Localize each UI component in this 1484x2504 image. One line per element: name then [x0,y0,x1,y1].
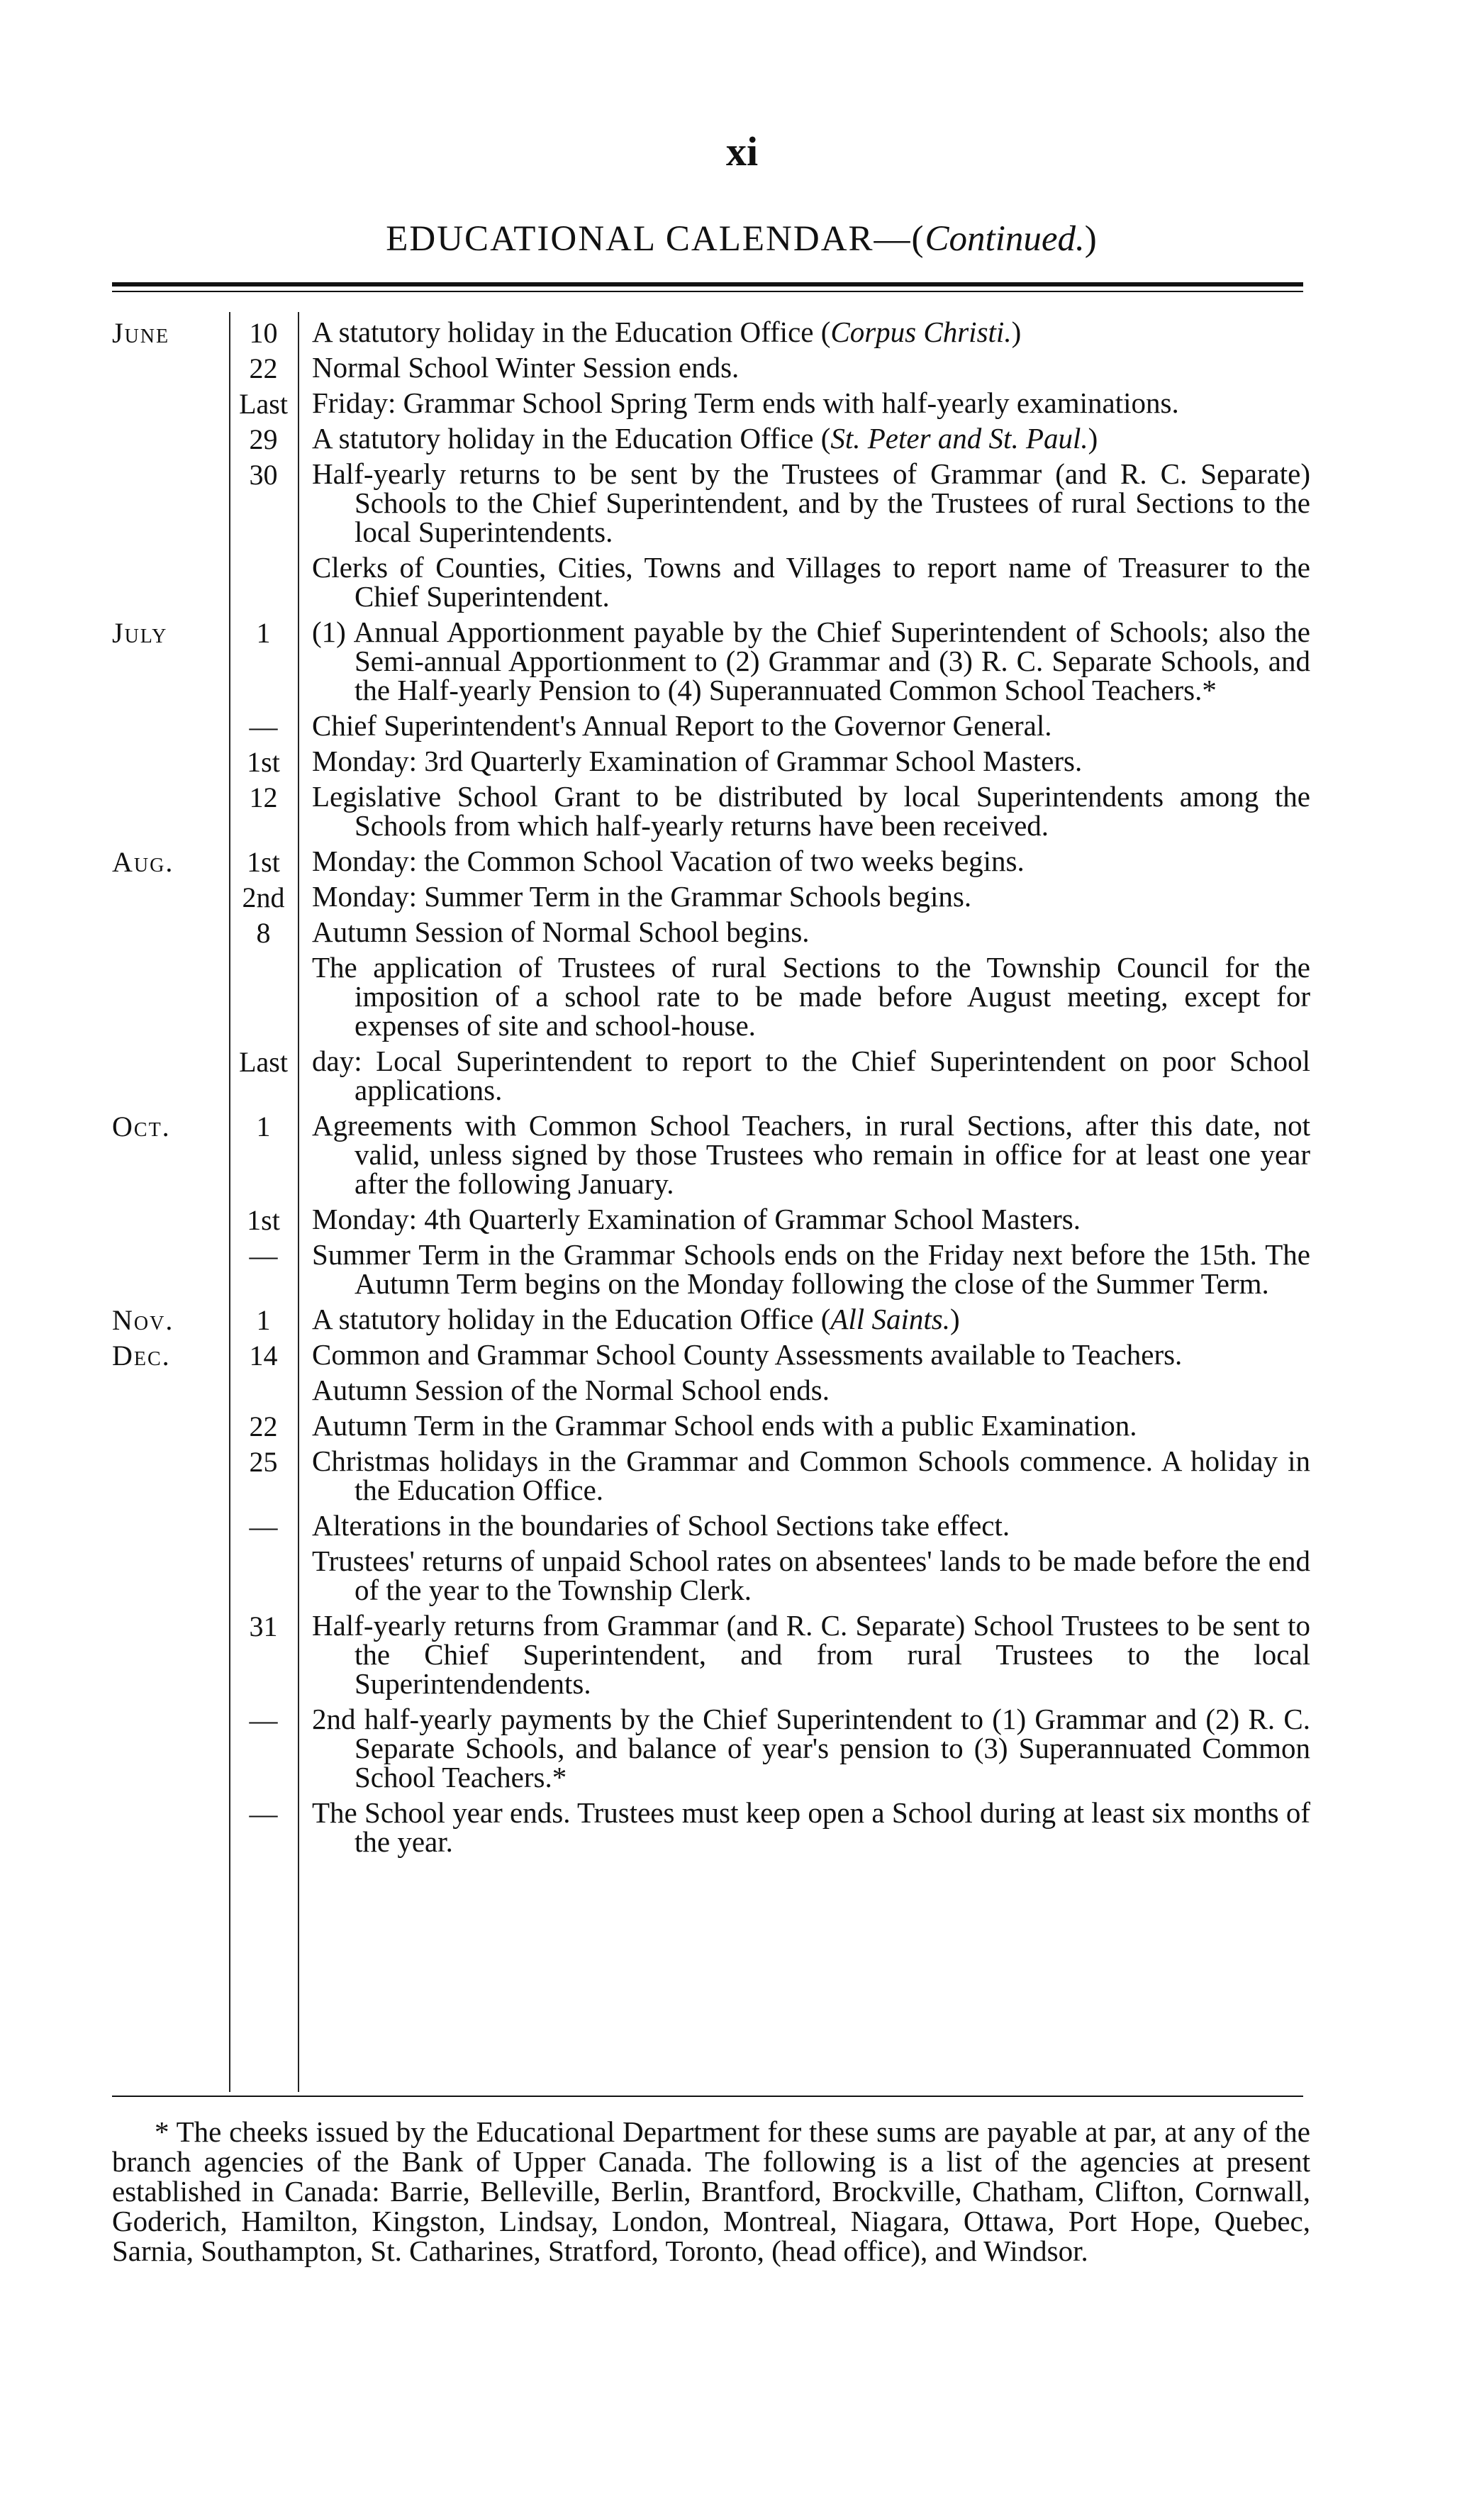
entry-description [312,1047,1310,1111]
entry-day: — [249,1798,278,1830]
calendar-entry [112,1205,1310,1240]
entry-description [312,1798,1310,1863]
entry-text-italic: Corpus Christi. [830,316,1012,348]
entry-text: Summer Term in the Grammar Schools ends on the Friday next before the 15th. The Autumn Term begins on the Monday following the close of the Summer Term. [312,1238,1310,1300]
entry-day: 14 [249,1340,278,1371]
entry-day: 25 [249,1446,278,1478]
entry-text-close: ) [1011,316,1022,348]
entry-day: 1 [256,1304,271,1336]
entry-month: Oct. [112,1111,171,1142]
entry-day: 1 [256,1111,271,1142]
entry-description [312,386,1310,424]
calendar-entry [112,318,1310,353]
entry-day: 1 [256,617,271,649]
entry-description [312,1340,1310,1376]
entry-description [312,953,1310,1047]
page-number: xi [725,128,759,174]
entry-description [312,457,1310,553]
entry-text: Trustees' returns of unpaid School rates on absentees' lands to be made before the end of the year to the Township Clerk. [312,1545,1310,1606]
calendar-entry [112,1547,1310,1611]
calendar-entry [112,386,1310,424]
entry-text-italic: All Saints. [830,1303,950,1335]
entry-day: — [249,711,278,742]
entry-text: 2nd half-yearly payments by the Chief Superintendent to (1) Grammar and (2) R. C. Separate Schools, and balance of year's pension to (3) Superannuated Common School Teachers.* [312,1703,1310,1793]
entry-description [312,353,1310,389]
title-main: EDUCATIONAL CALENDAR—( [386,219,925,259]
entry-text: Common and Grammar School County Assessments available to Teachers. [312,1338,1183,1371]
entry-day: — [249,1240,278,1272]
entry-day: 8 [256,917,271,949]
entry-description [312,1411,1310,1447]
calendar-entry [112,918,1310,953]
entry-day: 31 [249,1610,278,1642]
entry-text: Alterations in the boundaries of School Sections take effect. [312,1509,1010,1542]
calendar-entry [112,1511,1310,1547]
entry-text: The application of Trustees of rural Sections to the Township Council for the imposition of a school rate to be made before August meeting, except for expenses of site and school-house. [312,951,1310,1042]
entry-month: Nov. [112,1304,174,1336]
entry-description [312,1240,1310,1305]
entry-text: Agreements with Common School Teachers, in rural Sections, after this date, not valid, unless signed by those Trustees who remain in office for at least one year after the following January. [312,1109,1310,1200]
entry-description [312,847,1310,882]
calendar-entry [112,457,1310,553]
calendar-entry [112,1376,1310,1411]
calendar-entry [112,1047,1310,1111]
entry-description [312,882,1310,918]
calendar-entry [112,353,1310,389]
entry-text: A statutory holiday in the Education Office ( [312,1303,831,1335]
entry-day: Last [239,388,288,420]
footnote: * The cheeks issued by the Educational Department for these sums are payable at par, at any of the branch agencies of the Bank of Upper Canada. The following is a list of the agencies at present established in Canada: Barrie, Belleville, Berlin, Brantford, Brockville, Chatham, Clifton, Cornwall, Goderich, Hamilton, Kingston, Lindsay, London, Montreal, Niagara, Ottawa, Port Hope, Quebec, Sarnia, Southampton, St. Catharines, Stratford, Toronto, (head office), and Windsor. [112,2115,1310,2267]
entry-text: (1) Annual Apportionment payable by the Chief Superintendent of Schools; also the Semi-annual Apportionment to (2) Grammar and (3) R. C. Separate Schools, and the Half-yearly Pension to (4) Superannuated Common School Teachers.* [312,616,1310,706]
calendar-entry [112,618,1310,711]
entry-text: Autumn Session of the Normal School ends. [312,1374,830,1406]
entry-description [312,1547,1310,1611]
calendar-entry [112,1305,1310,1340]
entry-month: Aug. [112,846,174,878]
entry-day: — [249,1510,278,1542]
entry-description [312,424,1310,460]
calendar-table [112,318,1310,1863]
entry-day: — [249,1704,278,1736]
entry-description [312,1447,1310,1511]
entry-month: June [112,317,170,349]
entry-text: Monday: the Common School Vacation of two weeks begins. [312,845,1025,877]
calendar-entry [112,1340,1310,1376]
calendar-entry [112,1111,1310,1205]
entry-description [312,553,1310,618]
entry-description [312,711,1310,747]
calendar-entry [112,553,1310,618]
entry-text: Monday: 4th Quarterly Examination of Grammar School Masters. [312,1203,1081,1235]
calendar-entry [112,1798,1310,1863]
entry-day: 2nd [242,881,285,913]
calendar-entry [112,1411,1310,1447]
entry-description [312,1205,1310,1240]
entry-day: 1st [247,1204,280,1236]
entry-month: Dec. [112,1340,171,1371]
calendar-entry [112,1611,1310,1705]
entry-description [312,1111,1310,1205]
entry-description [312,1305,1310,1340]
entry-description [312,1705,1310,1798]
entry-description [312,747,1310,782]
calendar-entry [112,847,1310,882]
calendar-entry [112,1705,1310,1798]
entry-day: 1st [247,746,280,778]
entry-text: A statutory holiday in the Education Office ( [312,422,831,455]
entry-description [312,918,1310,953]
title-close: ) [1084,219,1098,259]
entry-text: Autumn Term in the Grammar School ends with a public Examination. [312,1409,1137,1442]
entry-day: 29 [249,423,278,455]
entry-month: July [112,617,168,649]
entry-text: Chief Superintendent's Annual Report to the Governor General. [312,709,1052,742]
entry-text: day: Local Superintendent to report to the Chief Superintendent on poor School applications. [312,1045,1310,1106]
entry-day: 22 [249,352,278,384]
calendar-entry [112,1447,1310,1511]
entry-description [312,1611,1310,1705]
calendar-entry [112,882,1310,918]
calendar-entry [112,424,1310,460]
entry-text: Christmas holidays in the Grammar and Common Schools commence. A holiday in the Education Office. [312,1445,1310,1506]
bottom-rule [112,2096,1303,2097]
calendar-entry [112,1240,1310,1305]
entry-day: Last [239,1046,288,1078]
entry-text: Autumn Session of Normal School begins. [312,916,810,948]
entry-text: Clerks of Counties, Cities, Towns and Villages to report name of Treasurer to the Chief Superintendent. [312,551,1310,613]
entry-text-italic: St. Peter and St. Paul. [830,422,1088,455]
entry-text: Normal School Winter Session ends. [312,351,740,384]
entry-text: Monday: Summer Term in the Grammar Schools begins. [312,880,972,913]
entry-day: 10 [249,317,278,349]
entry-day: 22 [249,1410,278,1442]
title-emphasis: Continued. [925,219,1085,259]
entry-text: Half-yearly returns to be sent by the Trustees of Grammar (and R. C. Separate) Schools to the Chief Superintendent, and by the Trustees of rural Sections to the local Superintendents. [312,457,1310,548]
calendar-entry [112,711,1310,747]
top-rule-thin [112,291,1303,292]
entry-text: Friday: Grammar School Spring Term ends with half-yearly examinations. [312,386,1179,419]
entry-description [312,782,1310,847]
calendar-entry [112,747,1310,782]
entry-day: 1st [247,846,280,878]
calendar-entry [112,782,1310,847]
entry-text: Legislative School Grant to be distributed by local Superintendents among the Schools from which half-yearly returns have been received. [312,780,1310,842]
entry-text: A statutory holiday in the Education Office ( [312,316,831,348]
entry-description [312,1376,1310,1411]
calendar-entry [112,953,1310,1047]
entry-description [312,1511,1310,1547]
page-title [0,218,1484,260]
entry-text-close: ) [1088,422,1098,455]
entry-description [312,618,1310,711]
entry-day: 12 [249,781,278,813]
entry-text: Monday: 3rd Quarterly Examination of Grammar School Masters. [312,745,1083,777]
entry-day: 30 [249,459,278,491]
entry-text: Half-yearly returns from Grammar (and R. C. Separate) School Trustees to be sent to the Chief Superintendent, and from rural Trustees to the local Superintendendents. [312,1609,1310,1700]
entry-description [312,318,1310,353]
entry-text-close: ) [949,1303,960,1335]
top-rule-thick [112,282,1303,286]
entry-text: The School year ends. Trustees must keep open a School during at least six months of the year. [312,1796,1310,1858]
